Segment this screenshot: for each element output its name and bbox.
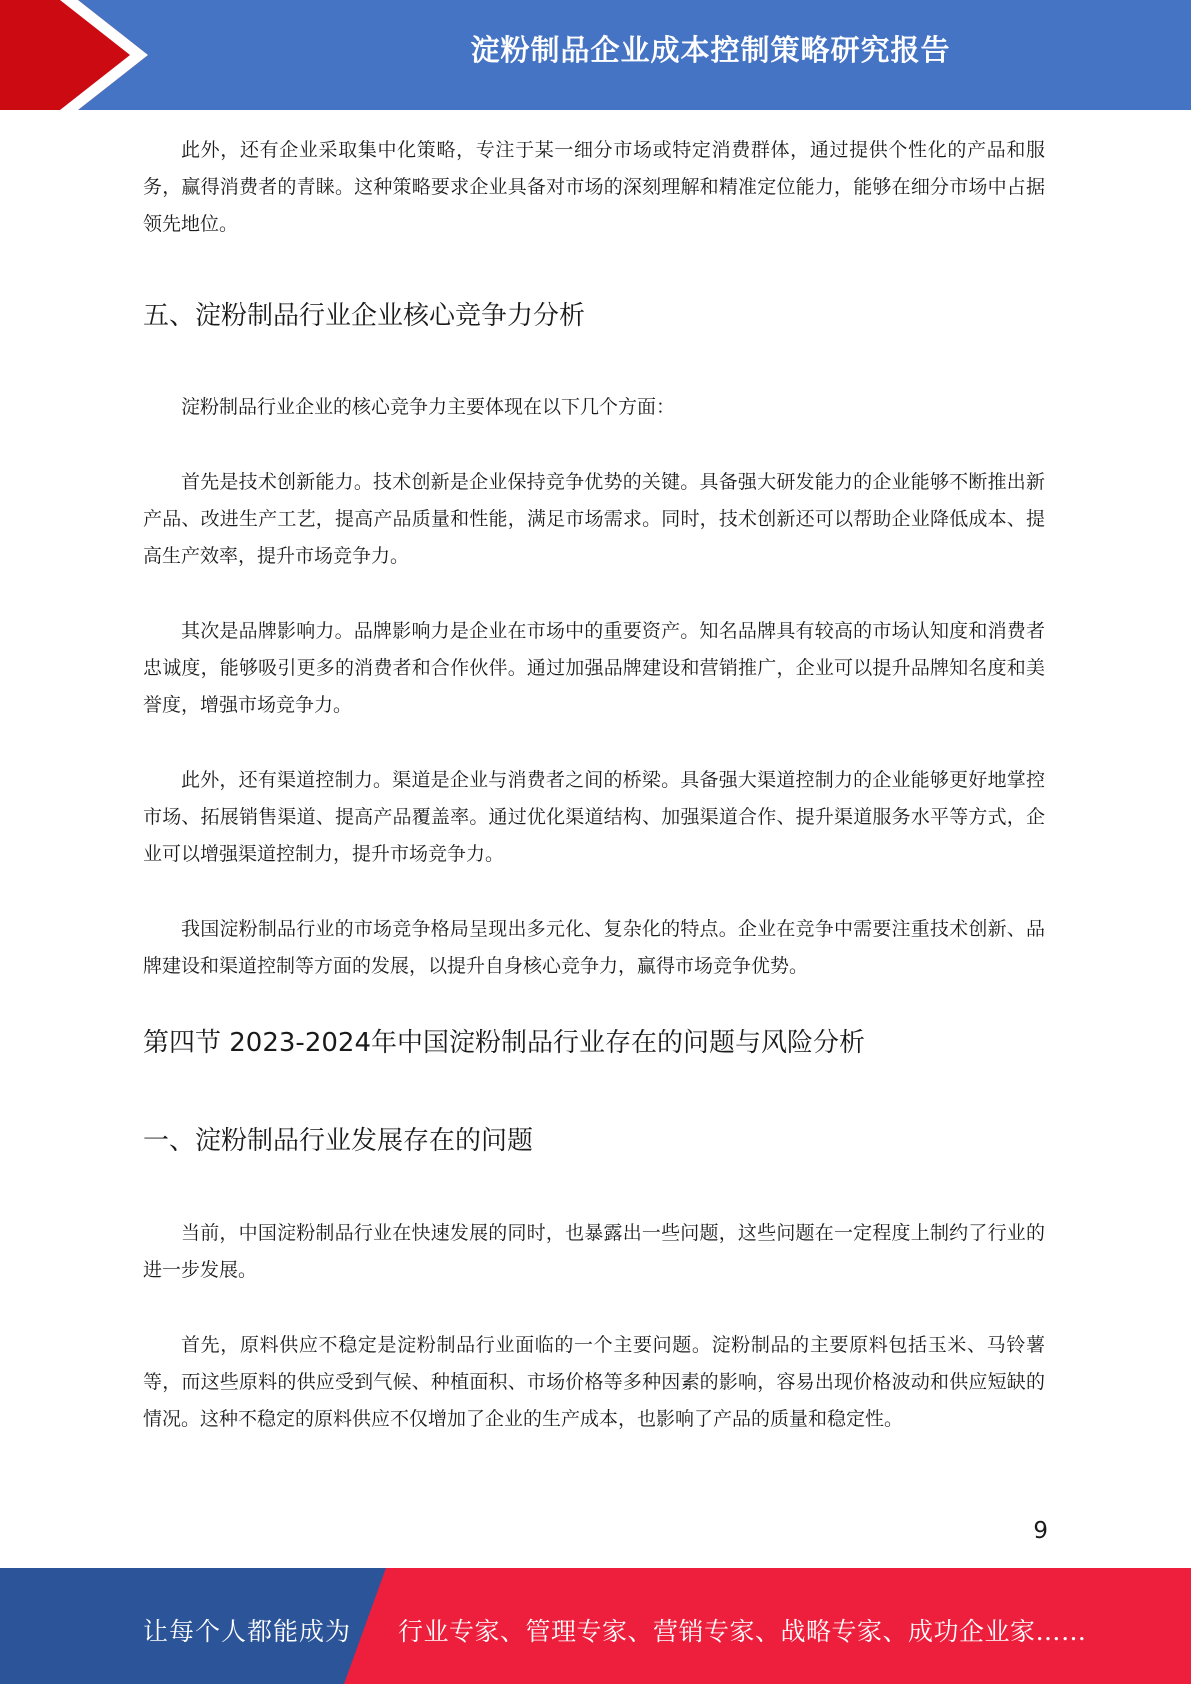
heading-chapter-4: 第四节 2023-2024年中国淀粉制品行业存在的问题与风险分析 bbox=[143, 1028, 865, 1058]
paragraph-raw-material: 首先，原料供应不稳定是淀粉制品行业面临的一个主要问题。淀粉制品的主要原料包括玉米、马铃薯等，而这些原料的供应受到气候、种植面积、市场价格等多种因素的影响，容易出现价格波动和供应短缺的情况。这种不稳定的原料供应不仅增加了企业的生产成本，也影响了产品的质量和稳定性。 bbox=[143, 1334, 1045, 1430]
heading-core-competitiveness: 五、淀粉制品行业企业核心竞争力分析 bbox=[143, 301, 586, 331]
paragraph-tech-innovation: 首先是技术创新能力。技术创新是企业保持竞争优势的关键。具备强大研发能力的企业能够不断推出新产品、改进生产工艺，提高产品质量和性能，满足市场需求。同时，技术创新还可以帮助企业降低成本、提高生产效率，提升市场竞争力。 bbox=[143, 471, 1045, 567]
footer-slogan-left: 让每个人都能成为 bbox=[143, 1617, 352, 1646]
report-title: 淀粉制品企业成本控制策略研究报告 bbox=[470, 33, 951, 67]
paragraph-intro: 淀粉制品行业企业的核心竞争力主要体现在以下几个方面： bbox=[181, 396, 676, 418]
page-footer bbox=[0, 1568, 1191, 1684]
paragraph-focus-strategy: 此外，还有企业采取集中化策略，专注于某一细分市场或特定消费群体，通过提供个性化的产品和服务，赢得消费者的青睐。这种策略要求企业具备对市场的深刻理解和精准定位能力，能够在细分市场中占据领先地位。 bbox=[143, 139, 1045, 235]
page-number: 9 bbox=[1033, 1518, 1048, 1544]
paragraph-brand-influence: 其次是品牌影响力。品牌影响力是企业在市场中的重要资产。知名品牌具有较高的市场认知度和消费者忠诚度，能够吸引更多的消费者和合作伙伴。通过加强品牌建设和营销推广，企业可以提升品牌知名度和美誉度，增强市场竞争力。 bbox=[143, 620, 1045, 716]
page-header bbox=[0, 0, 1191, 110]
paragraph-market-pattern: 我国淀粉制品行业的市场竞争格局呈现出多元化、复杂化的特点。企业在竞争中需要注重技术创新、品牌建设和渠道控制等方面的发展，以提升自身核心竞争力，赢得市场竞争优势。 bbox=[143, 918, 1045, 977]
paragraph-current-issues: 当前，中国淀粉制品行业在快速发展的同时，也暴露出一些问题，这些问题在一定程度上制约了行业的进一步发展。 bbox=[143, 1222, 1045, 1281]
header-red-arrow bbox=[0, 0, 150, 110]
paragraph-channel-control: 此外，还有渠道控制力。渠道是企业与消费者之间的桥梁。具备强大渠道控制力的企业能够更好地掌控市场、拓展销售渠道、提高产品覆盖率。通过优化渠道结构、加强渠道合作、提升渠道服务水平等方式，企业可以增强渠道控制力，提升市场竞争力。 bbox=[143, 769, 1045, 865]
heading-industry-problems: 一、淀粉制品行业发展存在的问题 bbox=[143, 1126, 534, 1156]
footer-slogan-right: 行业专家、管理专家、营销专家、战略专家、成功企业家…… bbox=[398, 1617, 1087, 1646]
page-content bbox=[143, 132, 1045, 1438]
